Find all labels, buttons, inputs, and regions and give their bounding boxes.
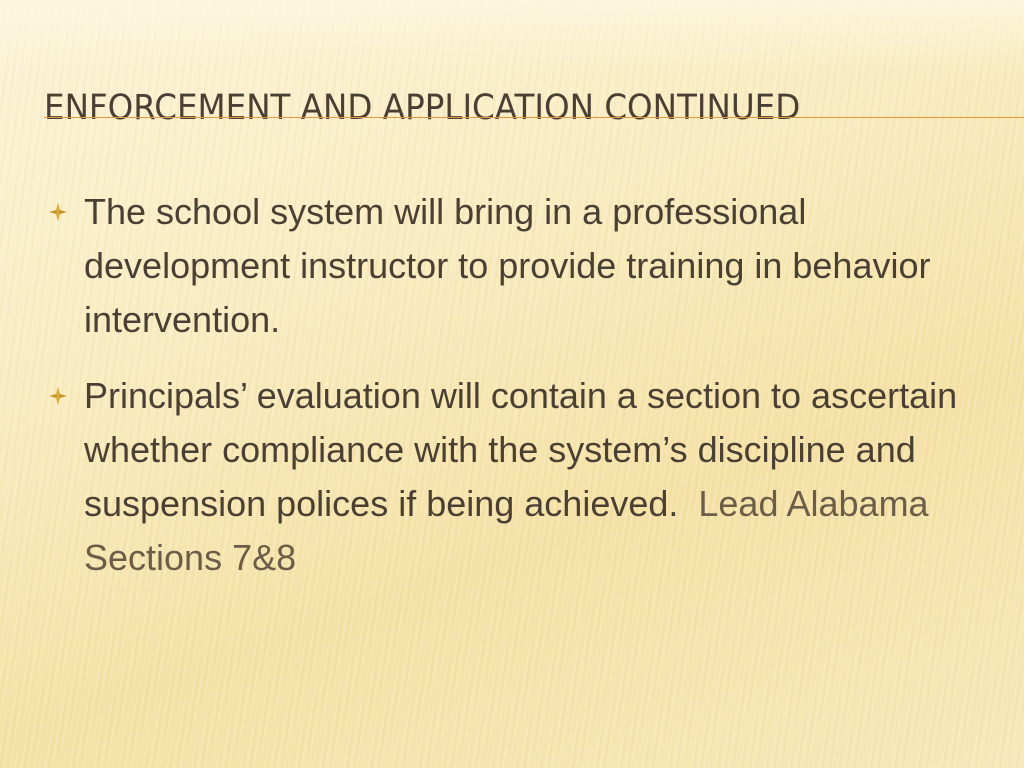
bullet-item (46, 185, 976, 347)
diamond-bullet-icon (48, 202, 68, 222)
slide-background-fade (0, 0, 1024, 70)
reference-text: Lead Alabama Sections 7&8 (84, 483, 929, 578)
bullet-list (46, 185, 976, 607)
bullet-item (46, 369, 976, 585)
title-underline-rule (44, 117, 1024, 118)
slide-title: ENFORCEMENT AND APPLICATION CONTINUED (44, 88, 801, 128)
bullet-text: The school system will bring in a professional development instructor to provide training in behavior intervention. (84, 191, 931, 340)
diamond-bullet-icon (48, 386, 68, 406)
bullet-text: Principals’ evaluation will contain a section to ascertain whether compliance with the system’s discipline and suspension polices if being achieved. (84, 375, 968, 524)
